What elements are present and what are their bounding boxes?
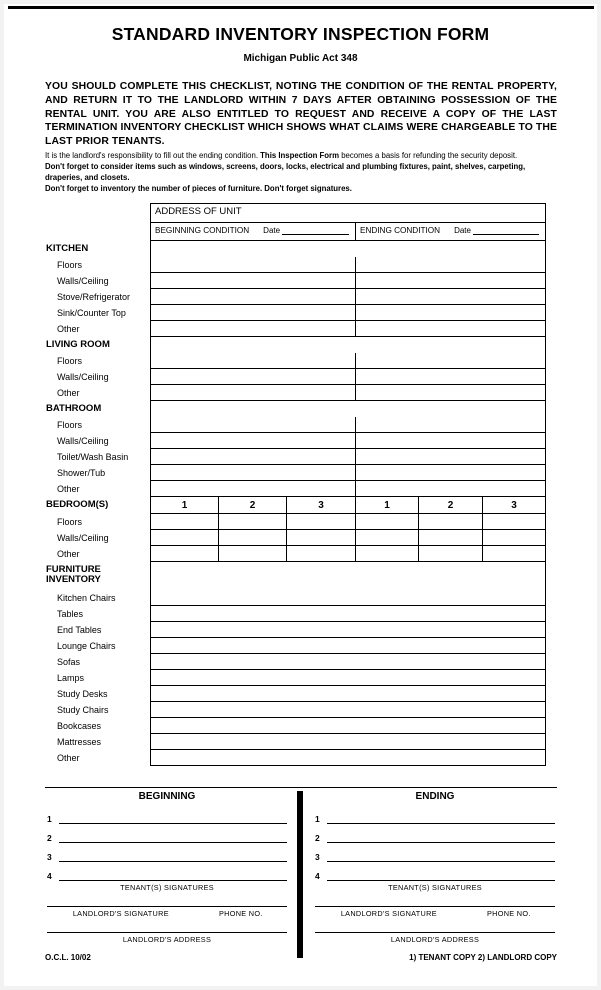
beginning-write-cell[interactable] xyxy=(151,321,356,336)
phone-caption: PHONE NO. xyxy=(219,909,263,918)
row-label-mattresses: Mattresses xyxy=(57,737,102,747)
beginning-write-cell[interactable] xyxy=(151,481,356,496)
note-1-bold: This Inspection Form xyxy=(260,151,340,160)
ending-write-cell[interactable] xyxy=(356,289,545,304)
landlord-signature-line xyxy=(315,891,555,907)
row-label-lamps: Lamps xyxy=(57,673,85,683)
bedroom-write-cell[interactable] xyxy=(356,530,419,545)
address-of-unit-label: ADDRESS OF UNIT xyxy=(155,206,242,217)
row-label-lounge-chairs: Lounge Chairs xyxy=(57,641,116,651)
intro-paragraph: YOU SHOULD COMPLETE THIS CHECKLIST, NOTING THE CONDITION OF THE RENTAL PROPERTY, AND RETURN IT TO THE LANDLORD WITHIN 7 DAYS AFTER OBTAINING POSSESSION OF THE RENTAL UNIT. YOU ARE ALSO ENTITLED TO REQUEST AND RECEIVE A COPY OF THE LAST TERMINATION INVENTORY CHECKLIST WHICH SHOWS WHAT CLAIMS WERE CHARGEABLE TO THE LAST PRIOR TENANTS. xyxy=(45,81,557,148)
bedroom-write-cell[interactable] xyxy=(419,546,483,561)
row-label-study-desks: Study Desks xyxy=(57,689,108,699)
ending-signature-column xyxy=(303,791,557,958)
bedroom-write-cell[interactable] xyxy=(356,546,419,561)
note-landlord-responsibility xyxy=(45,151,517,160)
furniture-write-line[interactable] xyxy=(150,638,546,654)
row-label-sink-counter-top: Sink/Counter Top xyxy=(57,308,126,318)
line-number: 1 xyxy=(47,814,52,824)
beginning-condition-label: BEGINNING CONDITION xyxy=(155,226,250,235)
bedroom-write-cell[interactable] xyxy=(356,514,419,529)
beginning-write-cell[interactable] xyxy=(151,257,356,272)
beginning-write-cell[interactable] xyxy=(151,385,356,400)
label-spacer xyxy=(45,203,150,223)
row-label-tables: Tables xyxy=(57,609,84,619)
beginning-write-cell[interactable] xyxy=(151,449,356,464)
bedroom-column-number: 3 xyxy=(511,499,517,511)
section-spacer xyxy=(150,401,546,417)
line-number: 1 xyxy=(315,814,320,824)
note-inventory-furniture: Don't forget to inventory the number of pieces of furniture. Don't forget signatures. xyxy=(45,184,352,193)
page-subtitle: Michigan Public Act 348 xyxy=(243,53,358,64)
beginning-write-cell[interactable] xyxy=(151,289,356,304)
ending-write-cell[interactable] xyxy=(356,417,545,432)
line-number: 3 xyxy=(47,852,52,862)
line-number: 2 xyxy=(47,833,52,843)
furniture-write-line[interactable] xyxy=(150,734,546,750)
beginning-write-cell[interactable] xyxy=(151,433,356,448)
ending-date-field[interactable] xyxy=(473,226,539,235)
furniture-write-line[interactable] xyxy=(150,606,546,622)
bedroom-write-cell[interactable] xyxy=(483,530,545,545)
ending-write-cell[interactable] xyxy=(356,481,545,496)
bedroom-write-cell[interactable] xyxy=(419,514,483,529)
footer xyxy=(45,953,557,962)
ending-condition-header xyxy=(356,223,545,240)
landlord-address-caption: LANDLORD'S ADDRESS xyxy=(122,935,212,944)
row-label-other: Other xyxy=(57,549,80,559)
phone-caption: PHONE NO. xyxy=(487,909,531,918)
row-label-bookcases: Bookcases xyxy=(57,721,102,731)
ending-write-cell[interactable] xyxy=(356,321,545,336)
copy-distribution-note: 1) TENANT COPY 2) LANDLORD COPY xyxy=(409,953,557,962)
bedroom-write-cell[interactable] xyxy=(151,514,219,529)
section-header-bathroom: BATHROOM xyxy=(46,403,102,414)
bedroom-write-cell[interactable] xyxy=(219,514,287,529)
section-spacer xyxy=(150,337,546,353)
line-number: 2 xyxy=(315,833,320,843)
furniture-write-line[interactable] xyxy=(150,654,546,670)
beginning-write-cell[interactable] xyxy=(151,353,356,368)
bedroom-write-cell[interactable] xyxy=(219,530,287,545)
row-label-toilet-wash-basin: Toilet/Wash Basin xyxy=(57,452,129,462)
line-number: 4 xyxy=(315,871,320,881)
row-label-end-tables: End Tables xyxy=(57,625,102,635)
landlord-signature-line xyxy=(47,891,287,907)
note-1-text-c: becomes a basis for refunding the security deposit. xyxy=(341,151,518,160)
furniture-write-line[interactable] xyxy=(150,718,546,734)
tenant-signature-line xyxy=(47,862,287,881)
row-label-other: Other xyxy=(57,388,80,398)
ending-write-cell[interactable] xyxy=(356,449,545,464)
line-number: 3 xyxy=(315,852,320,862)
landlord-address-line xyxy=(47,917,287,933)
row-label-walls-ceiling: Walls/Ceiling xyxy=(57,276,109,286)
ending-write-cell[interactable] xyxy=(356,305,545,320)
form-code: O.C.L. 10/02 xyxy=(45,953,91,962)
bedroom-column-number: 1 xyxy=(181,499,188,511)
bedroom-column-number: 1 xyxy=(384,499,390,511)
tenant-signature-line xyxy=(315,862,555,881)
note-1-text-a: It is the landlord's responsibility to fill out the ending condition. xyxy=(45,151,258,160)
row-label-walls-ceiling: Walls/Ceiling xyxy=(57,533,109,543)
row-label-walls-ceiling: Walls/Ceiling xyxy=(57,436,109,446)
ending-title: ENDING xyxy=(415,791,455,802)
bedroom-write-cell[interactable] xyxy=(151,530,219,545)
date-label: Date xyxy=(263,226,281,235)
line-number: 4 xyxy=(47,871,52,881)
tenant-signatures-caption: TENANT(S) SIGNATURES xyxy=(120,883,214,892)
landlord-address-line xyxy=(315,917,555,933)
section-header-bedroom-s: BEDROOM(S) xyxy=(46,499,109,510)
tenant-signature-line xyxy=(315,805,555,824)
beginning-write-cell[interactable] xyxy=(151,417,356,432)
section-spacer xyxy=(150,241,546,257)
section-header-kitchen: KITCHEN xyxy=(46,243,89,254)
furniture-write-line[interactable] xyxy=(150,750,546,766)
furniture-write-line[interactable] xyxy=(150,686,546,702)
bedroom-write-cell[interactable] xyxy=(419,530,483,545)
bedroom-write-cell[interactable] xyxy=(287,530,356,545)
beginning-signature-column xyxy=(45,791,297,958)
address-of-unit-field[interactable] xyxy=(150,203,546,223)
tenant-signature-line xyxy=(47,805,287,824)
note-consider-items: Don't forget to consider items such as windows, screens, doors, locks, electrical and plumbing fixtures, paint, shelves, carpeting, draperies, and closets. xyxy=(45,162,526,182)
ending-write-cell[interactable] xyxy=(356,257,545,272)
beginning-write-cell[interactable] xyxy=(151,273,356,288)
beginning-write-cell[interactable] xyxy=(151,465,356,480)
tenant-signature-line xyxy=(315,824,555,843)
row-label-other: Other xyxy=(57,324,80,334)
furniture-write-line[interactable] xyxy=(150,702,546,718)
bedroom-number-cell xyxy=(219,497,287,513)
tenant-signatures-caption: TENANT(S) SIGNATURES xyxy=(388,883,482,892)
ending-write-cell[interactable] xyxy=(356,353,545,368)
bedroom-write-cell[interactable] xyxy=(287,546,356,561)
row-label-floors: Floors xyxy=(57,517,83,527)
beginning-condition-header xyxy=(151,223,356,240)
row-label-shower-tub: Shower/Tub xyxy=(57,468,106,478)
beginning-title: BEGINNING xyxy=(138,791,196,802)
ending-write-cell[interactable] xyxy=(356,369,545,384)
ending-write-cell[interactable] xyxy=(356,465,545,480)
furniture-write-line[interactable] xyxy=(150,590,546,606)
landlord-caption-row xyxy=(315,907,555,917)
ending-condition-label: ENDING CONDITION xyxy=(360,226,441,235)
bedroom-column-number: 2 xyxy=(249,499,256,511)
beginning-date-field[interactable] xyxy=(282,226,349,235)
top-border-rule xyxy=(8,6,594,9)
bedroom-write-cell[interactable] xyxy=(287,514,356,529)
landlord-signature-caption: LANDLORD'S SIGNATURE xyxy=(340,909,437,918)
row-label-kitchen-chairs: Kitchen Chairs xyxy=(57,593,116,603)
bedroom-column-number: 3 xyxy=(318,499,324,511)
row-label-other: Other xyxy=(57,753,80,763)
bedroom-write-cell[interactable] xyxy=(219,546,287,561)
bedroom-number-cell xyxy=(151,497,219,513)
row-label-stove-refrigerator: Stove/Refrigerator xyxy=(57,292,131,302)
row-label-study-chairs: Study Chairs xyxy=(57,705,109,715)
page-title: STANDARD INVENTORY INSPECTION FORM xyxy=(111,24,490,44)
date-label: Date xyxy=(454,226,471,235)
section-spacer xyxy=(150,562,546,590)
landlord-signature-caption: LANDLORD'S SIGNATURE xyxy=(72,909,169,918)
row-label-sofas: Sofas xyxy=(57,657,81,667)
signature-separator-line xyxy=(45,787,557,788)
inspection-table xyxy=(45,203,546,766)
ending-write-cell[interactable] xyxy=(356,385,545,400)
beginning-write-cell[interactable] xyxy=(151,305,356,320)
beginning-write-cell[interactable] xyxy=(151,369,356,384)
bedroom-number-cell xyxy=(356,497,419,513)
landlord-address-caption: LANDLORD'S ADDRESS xyxy=(390,935,480,944)
bedroom-write-cell[interactable] xyxy=(151,546,219,561)
ending-write-cell[interactable] xyxy=(356,273,545,288)
row-label-floors: Floors xyxy=(57,260,83,270)
bedroom-write-cell[interactable] xyxy=(483,546,545,561)
bedroom-column-number: 2 xyxy=(447,499,454,511)
row-label-walls-ceiling: Walls/Ceiling xyxy=(57,372,109,382)
furniture-write-line[interactable] xyxy=(150,622,546,638)
row-label-floors: Floors xyxy=(57,356,83,366)
tenant-signature-line xyxy=(47,824,287,843)
furniture-write-line[interactable] xyxy=(150,670,546,686)
row-label-floors: Floors xyxy=(57,420,83,430)
tenant-signature-line xyxy=(47,843,287,862)
bedroom-number-cell xyxy=(287,497,356,513)
bedroom-number-cell xyxy=(419,497,483,513)
tenant-signature-line xyxy=(315,843,555,862)
section-header-furniture-inventory: FURNITURE INVENTORY xyxy=(46,564,101,585)
signature-area xyxy=(45,791,557,958)
ending-write-cell[interactable] xyxy=(356,433,545,448)
bedroom-number-cell xyxy=(483,497,545,513)
label-spacer xyxy=(45,223,150,241)
row-label-other: Other xyxy=(57,484,80,494)
landlord-caption-row xyxy=(47,907,287,917)
section-header-living-room: LIVING ROOM xyxy=(46,339,110,350)
bedroom-write-cell[interactable] xyxy=(483,514,545,529)
